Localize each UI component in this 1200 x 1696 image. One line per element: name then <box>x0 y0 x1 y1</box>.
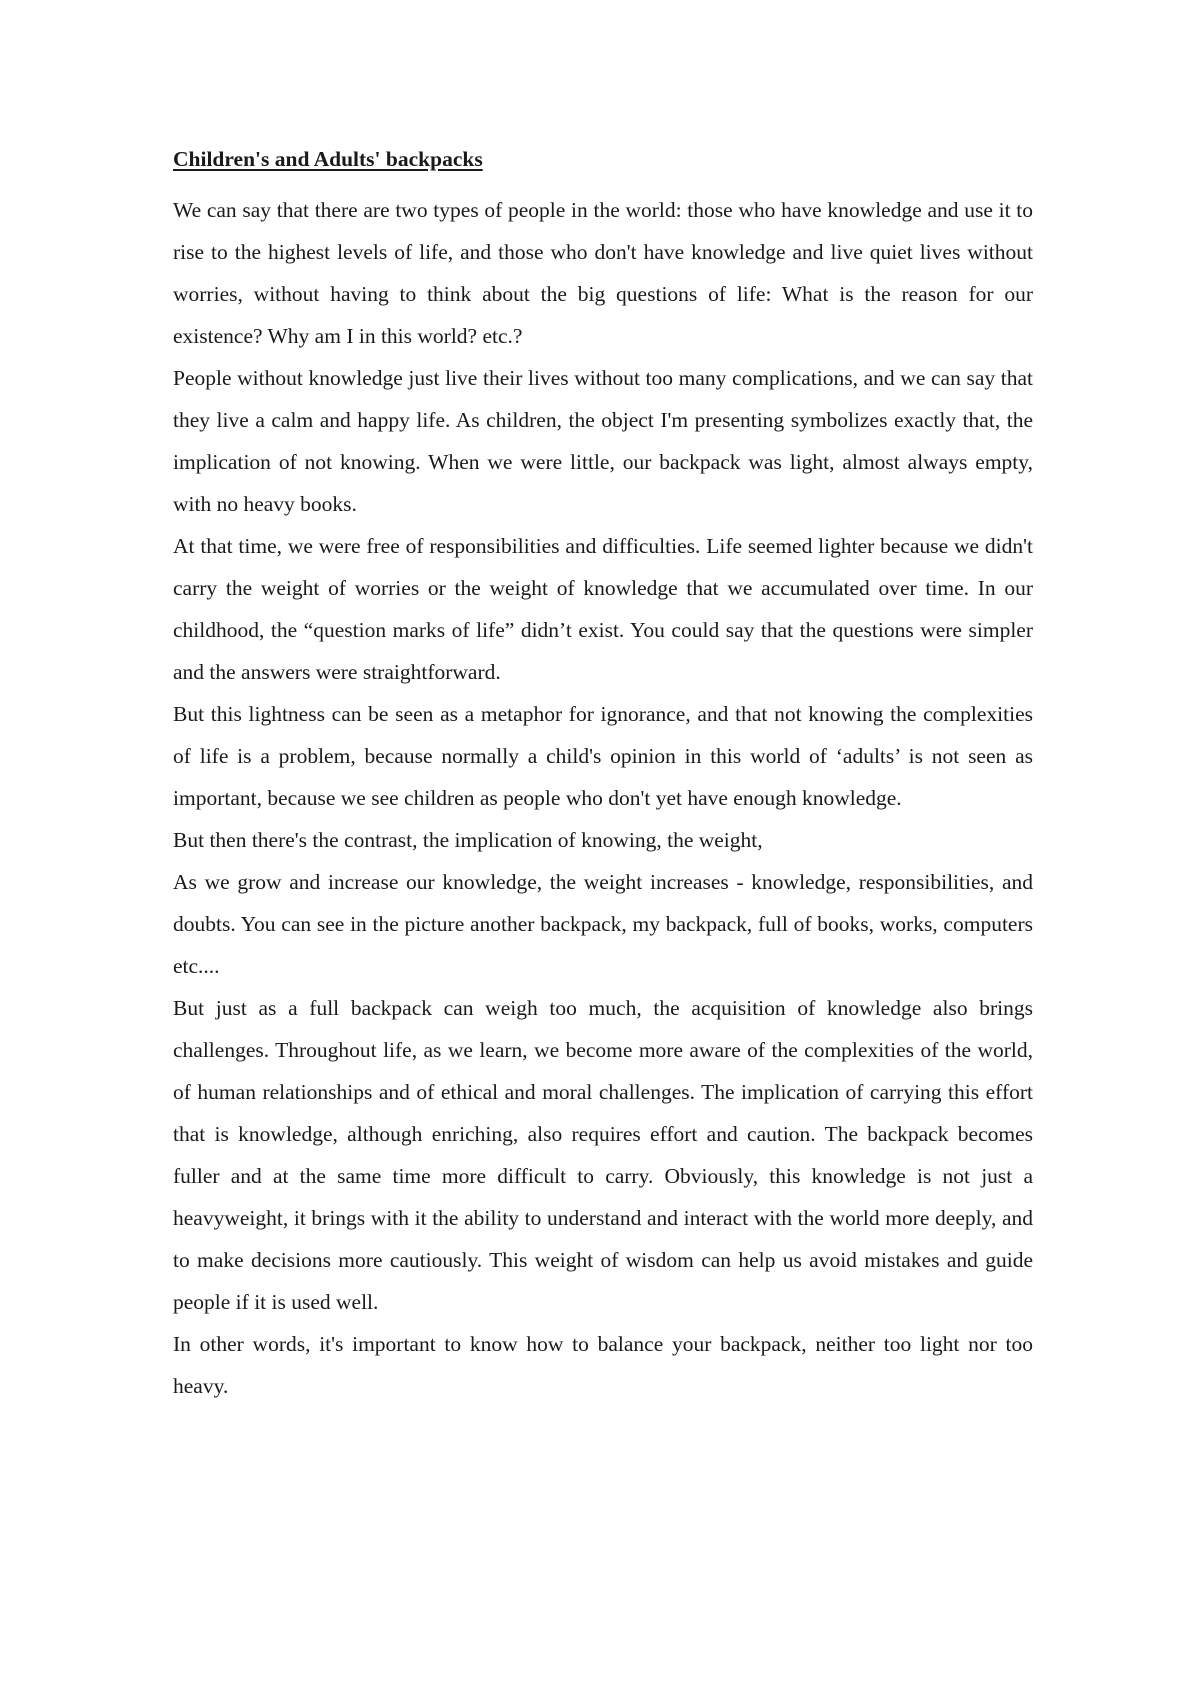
document-body <box>173 143 1033 1407</box>
paragraph: At that time, we were free of responsibilities and difficulties. Life seemed lighter because we didn't carry the weight of worries or the weight of knowledge that we accumulated over time. In our childhood, the “question marks of life” didn’t exist. You could say that the questions were simpler and the answers were straightforward. <box>173 534 1033 684</box>
paragraph: We can say that there are two types of people in the world: those who have knowledge and use it to rise to the highest levels of life, and those who don't have knowledge and live quiet lives without worries, without having to think about the big questions of life: What is the reason for our existence? Why am I in this world? etc.? <box>173 198 1033 348</box>
paragraph: People without knowledge just live their lives without too many complications, and we can say that they live a calm and happy life. As children, the object I'm presenting symbolizes exactly that, the implication of not knowing. When we were little, our backpack was light, almost always empty, with no heavy books. <box>173 366 1033 516</box>
paragraph: In other words, it's important to know how to balance your backpack, neither too light nor too heavy. <box>173 1332 1033 1398</box>
paragraph: But then there's the contrast, the implication of knowing, the weight, <box>173 828 763 852</box>
document-title: Children's and Adults' backpacks <box>173 147 483 171</box>
paragraph: But this lightness can be seen as a metaphor for ignorance, and that not knowing the complexities of life is a problem, because normally a child's opinion in this world of ‘adults’ is not seen as important, because we see children as people who don't yet have enough knowledge. <box>173 702 1033 810</box>
paragraph: But just as a full backpack can weigh too much, the acquisition of knowledge also brings challenges. Throughout life, as we learn, we become more aware of the complexities of the world, of human relationships and of ethical and moral challenges. The implication of carrying this effort that is knowledge, although enriching, also requires effort and caution. The backpack becomes fuller and at the same time more difficult to carry. Obviously, this knowledge is not just a heavyweight, it brings with it the ability to understand and interact with the world more deeply, and to make decisions more cautiously. This weight of wisdom can help us avoid mistakes and guide people if it is used well. <box>173 996 1033 1314</box>
paragraph: As we grow and increase our knowledge, the weight increases - knowledge, responsibilities, and doubts. You can see in the picture another backpack, my backpack, full of books, works, computers etc.... <box>173 870 1033 978</box>
